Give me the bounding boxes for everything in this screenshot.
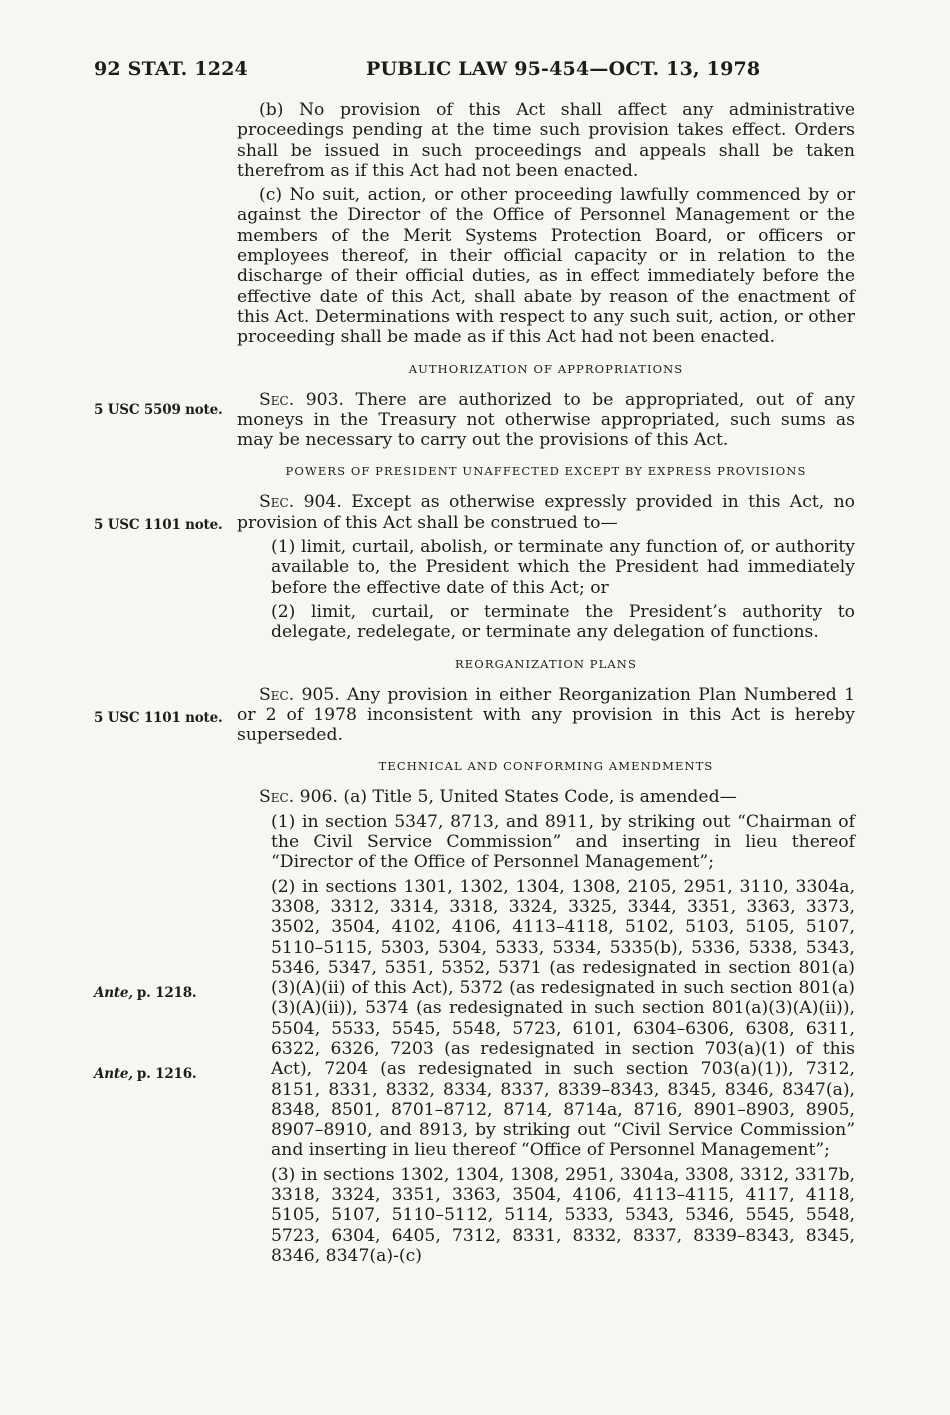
section-904-clause-2: (2) limit, curtail, or terminate the President’s authority to delegate, redelegate, or terminate any delegation of functions. [271,601,855,643]
section-text: There are authorized to be appropriated, out of any moneys in the Treasury not otherwise appropriated, such sums as may be necessary to carry out the provisions of this Act. [237,389,855,451]
margin-note-sec903: 5 USC 5509 note. [94,402,223,418]
heading-reorganization-plans: REORGANIZATION PLANS [455,656,637,671]
ante-label: Ante, [94,985,133,1001]
margin-note-ante-1216 [94,1066,196,1082]
stat-citation: 92 STAT. 1224 [94,58,248,80]
paragraph-c: (c) No suit, action, or other proceeding lawfully commenced by or against the Director of the Office of Personnel Management or the members of the Merit Systems Protection Board, or officers or employees thereof, in their official capacity or in relation to the discharge of their official duties, as in effect immediately before the effective date of this Act, shall abate by reason of the enactment of this Act. Determinations with respect to any such suit, action, or other proceeding shall be made as if this Act had not been enacted. [237,185,855,348]
heading-technical-and-conforming-amendments: TECHNICAL AND CONFORMING AMENDMENTS [378,759,714,774]
section-906-clause-1: (1) in section 5347, 8713, and 8911, by striking out “Chairman of the Civil Service Commission” and inserting in lieu thereof “Director of the Office of Personnel Management”; [271,811,855,873]
section-904-clause-1: (1) limit, curtail, abolish, or terminate any function of, or authority available to, the President which the President had immediately before the effective date of this Act; or [271,537,855,598]
section-905 [237,685,855,746]
section-906-clause-3: (3) in sections 1302, 1304, 1308, 2951, 3304a, 3308, 3312, 3317b, 3318, 3324, 3351, 3363, 3504, 4106, 4113–4115, 4117, 4118, 5105, 5107, 5110–5112, 5114, 5333, 5343, 5346, 5545, 5548, 5723, 6304, 6405, 7312, 8331, 8332, 8337, 8339–8343, 8345, 8346, 8347(a)-(c) [271,1164,855,1266]
paragraph-b: (b) No provision of this Act shall affect any administrative proceedings pending at the time such provision takes effect. Orders shall be issued in such proceedings and appeals shall be taken therefrom as if this Act had not been enacted. [237,100,855,181]
section-text: Except as otherwise expressly provided in this Act, no provision of this Act shall be construed to— [237,492,855,533]
section-903 [237,390,855,451]
section-label: Sec. 905. [259,684,340,705]
section-label: Sec. 906. [259,787,338,808]
statute-body [237,100,855,1270]
running-head [94,58,854,88]
margin-note-sec904: 5 USC 1101 note. [94,517,223,533]
ante-page: p. 1216. [136,1066,197,1082]
section-text: Any provision in either Reorganization Plan Numbered 1 or 2 of 1978 inconsistent with any provision in this Act is hereby superseded. [237,684,855,746]
section-906-clause-2: (2) in sections 1301, 1302, 1304, 1308, 2105, 2951, 3110, 3304a, 3308, 3312, 3314, 3318, 3324, 3325, 3344, 3351, 3363, 3373, 3502, 3504, 4102, 4106, 4113–4118, 5102, 5103, 5105, 5107, 5110–5115, 5303, 5304, 5333, 5334, 5335(b), 5336, 5338, 5343, 5346, 5347, 5351, 5352, 5371 (as redesignated in section 801(a)(3)(A)(ii) of this Act), 5372 (as redesignated in such section 801(a)(3)(A)(ii)), 5374 (as redesignated in such section 801(a)(3)(A)(ii)), 5504, 5533, 5545, 5548, 5723, 6101, 6304–6306, 6308, 6311, 6322, 6326, 7203 (as redesignated in section 703(a)(1) of this Act), 7204 (as redesignated in such section 703(a)(1)), 7312, 8151, 8331, 8332, 8334, 8337, 8339–8343, 8345, 8346, 8347(a), 8348, 8501, 8701–8712, 8714, 8714a, 8716, 8901–8903, 8905, 8907–8910, and 8913, by striking out “Civil Service Commission” and inserting in lieu thereof “Office of Personnel Management”; [271,876,855,1161]
margin-note-sec905: 5 USC 1101 note. [94,710,223,726]
section-label: Sec. 903. [259,389,344,410]
section-label: Sec. 904. [259,492,342,513]
section-text: (a) Title 5, United States Code, is amended— [337,787,737,808]
heading-powers-of-president: POWERS OF PRESIDENT UNAFFECTED EXCEPT BY EXPRESS PROVISIONS [285,464,807,479]
margin-note-ante-1218 [94,985,196,1001]
ante-page: p. 1218. [136,985,197,1001]
section-904 [237,492,855,533]
heading-authorization-of-appropriations: AUTHORIZATION OF APPROPRIATIONS [408,361,684,376]
ante-label: Ante, [94,1066,133,1082]
law-title: PUBLIC LAW 95-454—OCT. 13, 1978 [366,58,761,80]
section-906 [237,787,855,807]
